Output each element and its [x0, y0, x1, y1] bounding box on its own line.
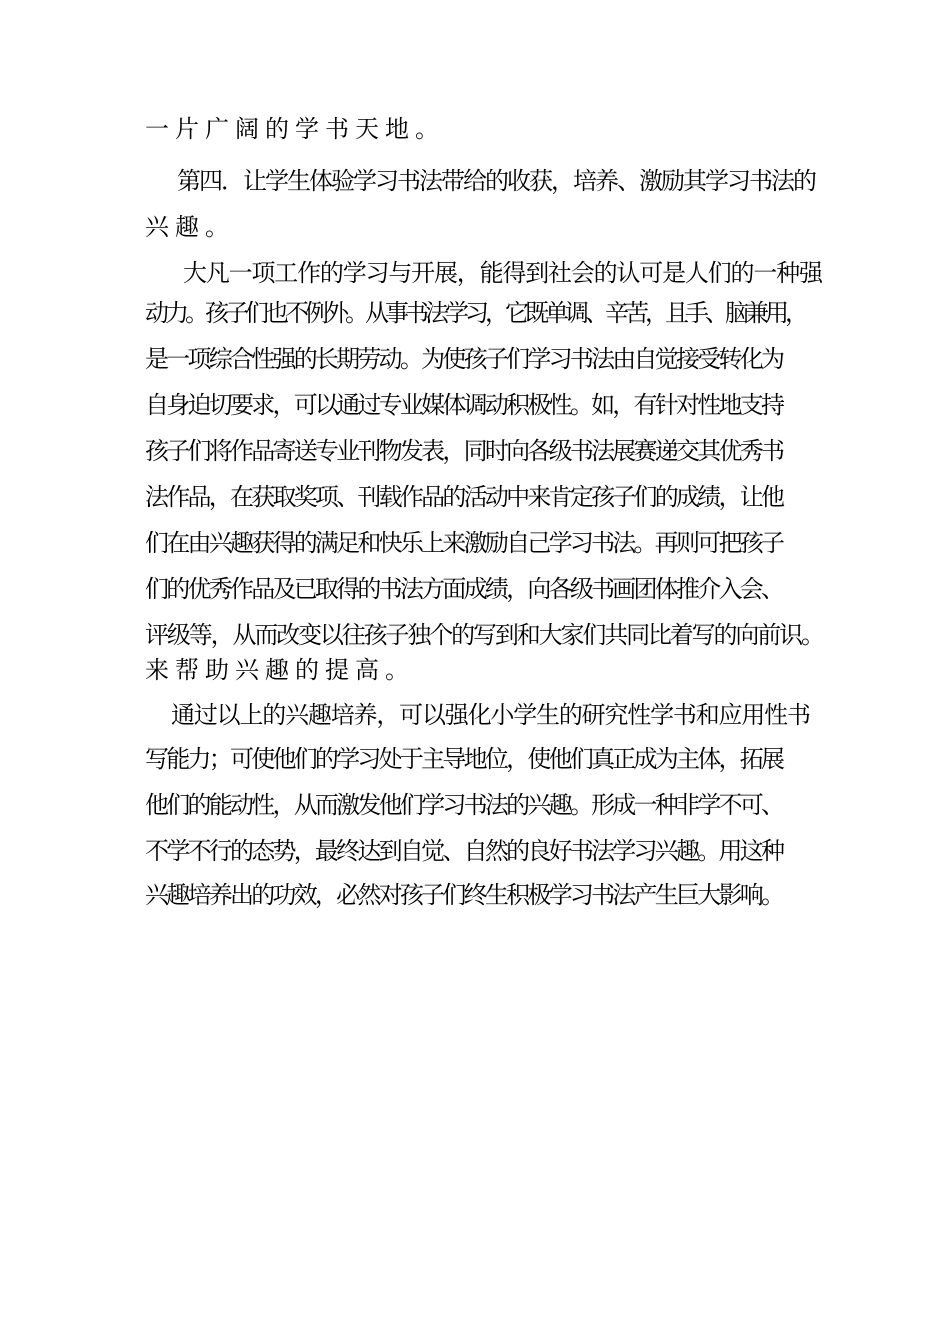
text-line: 大凡一项工作的学习与开展，能得到社会的认可是人们的一种强 [183, 259, 822, 287]
text-line: 写能力；可使他们的学习处于主导地位，使他们真正成为主体，拓展 [145, 745, 783, 773]
text-line: 一片广阔的学书天地。 [145, 115, 445, 143]
text-line: 们的优秀作品及已取得的书法方面成绩，向各级书画团体推介入会、 [145, 575, 783, 603]
text-line: 自身迫切要求，可以通过专业媒体调动积极性。如，有针对性地支持 [145, 391, 783, 419]
text-line: 兴趣培养出的功效，必然对孩子们终生积极学习书法产生巨大影响。 [145, 881, 783, 909]
text-line: 来帮助兴趣的提高。 [145, 656, 415, 684]
text-line: 们在由兴趣获得的满足和快乐上来激励自己学习书法。再则可把孩子 [145, 529, 783, 557]
text-line: 评级等，从而改变以往孩子独个的写到和大家们共同比着写的向前识。 [145, 621, 823, 649]
text-line: 通过以上的兴趣培养，可以强化小学生的研究性学书和应用性书 [171, 701, 810, 729]
text-line: 孩子们将作品寄送专业刊物发表，同时向各级书法展赛递交其优秀书 [145, 437, 783, 465]
section-heading-line: 兴趣。 [145, 213, 235, 241]
text-line: 是一项综合性强的长期劳动。为使孩子们学习书法由自觉接受转化为 [145, 345, 783, 373]
text-line: 不学不行的态势，最终达到自觉、自然的良好书法学习兴趣。用这种 [145, 837, 783, 865]
text-line: 动力。孩子们也不例外。从事书法学习，它既单调、辛苦，且手、脑兼用， [145, 299, 805, 327]
section-heading-line: 第四．让学生体验学习书法带给的收获，培养、激励其学习书法的 [177, 167, 815, 195]
text-line: 他们的能动性，从而激发他们学习书法的兴趣。形成一种非学不可、 [145, 791, 783, 819]
text-line: 法作品，在获取奖项、刊载作品的活动中来肯定孩子们的成绩，让他 [145, 483, 783, 511]
